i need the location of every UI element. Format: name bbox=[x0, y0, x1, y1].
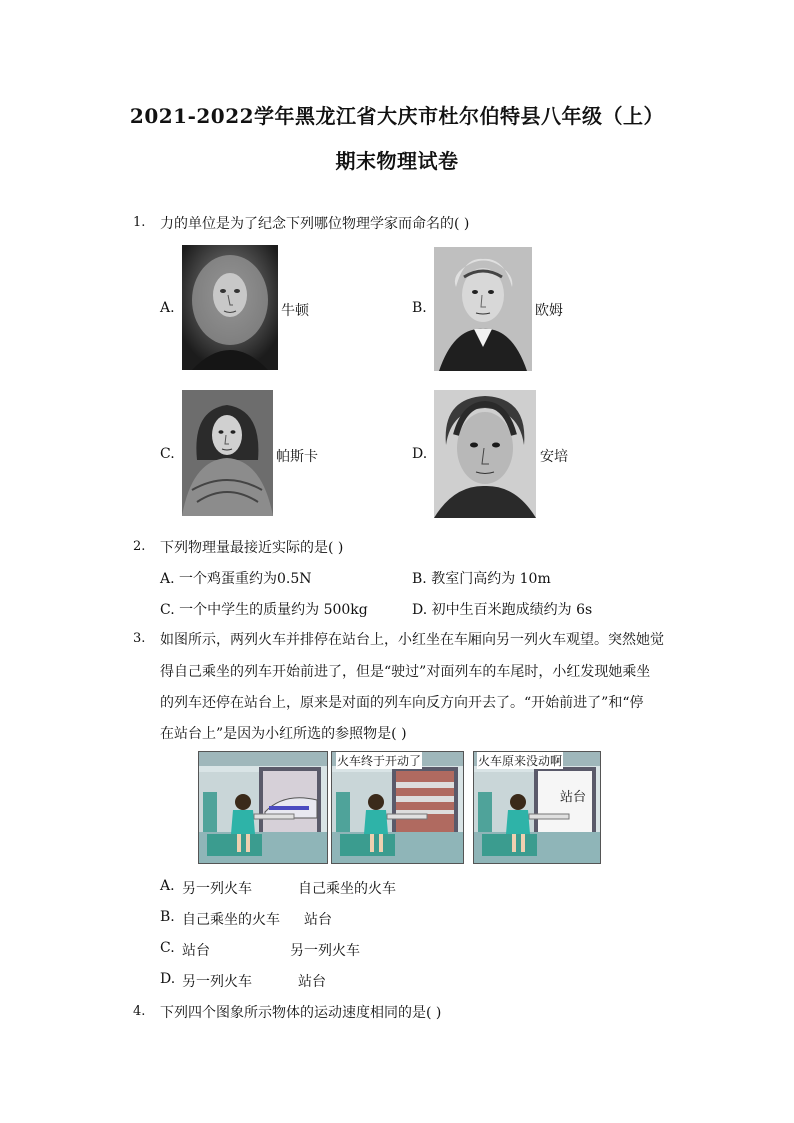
option-part-b: 另一列火车 bbox=[290, 943, 360, 959]
option-d: D. 初中生百米跑成绩约为 6s bbox=[412, 602, 593, 618]
question-text: 下列四个图象所示物体的运动速度相同的是( ) bbox=[160, 1005, 442, 1021]
option-part-b: 自己乘坐的火车 bbox=[298, 881, 396, 897]
question-number: 4. bbox=[133, 1004, 146, 1019]
option-letter: D. bbox=[412, 446, 428, 462]
train-panel-1-illustration bbox=[198, 751, 328, 864]
option-letter: A. bbox=[160, 300, 175, 316]
panel-caption: 火车终于开动了 bbox=[337, 754, 422, 768]
option-name: 牛顿 bbox=[281, 303, 309, 319]
option-a: A. 一个鸡蛋重约为0.5N bbox=[160, 571, 312, 587]
question-line: 的列车还停在站台上，原来是对面的列车向反方向开去了。“开始前进了”和“停 bbox=[160, 695, 644, 711]
option-part-a: 另一列火车 bbox=[182, 881, 252, 897]
page-subtitle: 期末物理试卷 bbox=[335, 149, 459, 173]
question-line: 在站台上”是因为小红所选的参照物是( ) bbox=[160, 726, 407, 742]
option-letter: A. bbox=[160, 878, 175, 894]
option-part-a: 另一列火车 bbox=[182, 974, 252, 990]
station-label: 站台 bbox=[560, 790, 587, 805]
option-letter: C. bbox=[160, 940, 175, 956]
option-part-a: 站台 bbox=[182, 943, 210, 959]
option-part-b: 站台 bbox=[298, 974, 326, 990]
option-letter: B. bbox=[160, 909, 175, 925]
option-b: B. 教室门高约为 10m bbox=[412, 571, 551, 587]
question-text: 力的单位是为了纪念下列哪位物理学家而命名的( ) bbox=[160, 216, 470, 232]
pascal-portrait-icon bbox=[182, 390, 273, 516]
option-name: 安培 bbox=[540, 449, 568, 465]
option-part-b: 站台 bbox=[304, 912, 332, 928]
newton-portrait-icon bbox=[182, 245, 278, 370]
option-letter: D. bbox=[160, 971, 176, 987]
question-line: 如图所示，两列火车并排停在站台上，小红坐在车厢向另一列火车观望。突然她觉 bbox=[160, 632, 664, 648]
question-text: 下列物理量最接近实际的是( ) bbox=[160, 540, 344, 556]
question-line: 得自己乘坐的列车开始前进了，但是“驶过”对面列车的车尾时，小红发现她乘坐 bbox=[160, 664, 651, 680]
ampere-portrait-icon bbox=[434, 390, 536, 518]
page-title: 2021-2022学年黑龙江省大庆市杜尔伯特县八年级（上） bbox=[129, 104, 665, 128]
question-number: 3. bbox=[133, 631, 146, 646]
option-name: 欧姆 bbox=[535, 303, 563, 319]
option-letter: C. bbox=[160, 446, 175, 462]
question-number: 1. bbox=[133, 215, 146, 230]
panel-caption: 火车原来没动啊 bbox=[478, 754, 563, 768]
ohm-portrait-icon bbox=[434, 247, 532, 371]
question-number: 2. bbox=[133, 539, 146, 554]
option-letter: B. bbox=[412, 300, 427, 316]
option-part-a: 自己乘坐的火车 bbox=[182, 912, 280, 928]
option-name: 帕斯卡 bbox=[276, 449, 318, 465]
option-c: C. 一个中学生的质量约为 500kg bbox=[160, 602, 368, 618]
